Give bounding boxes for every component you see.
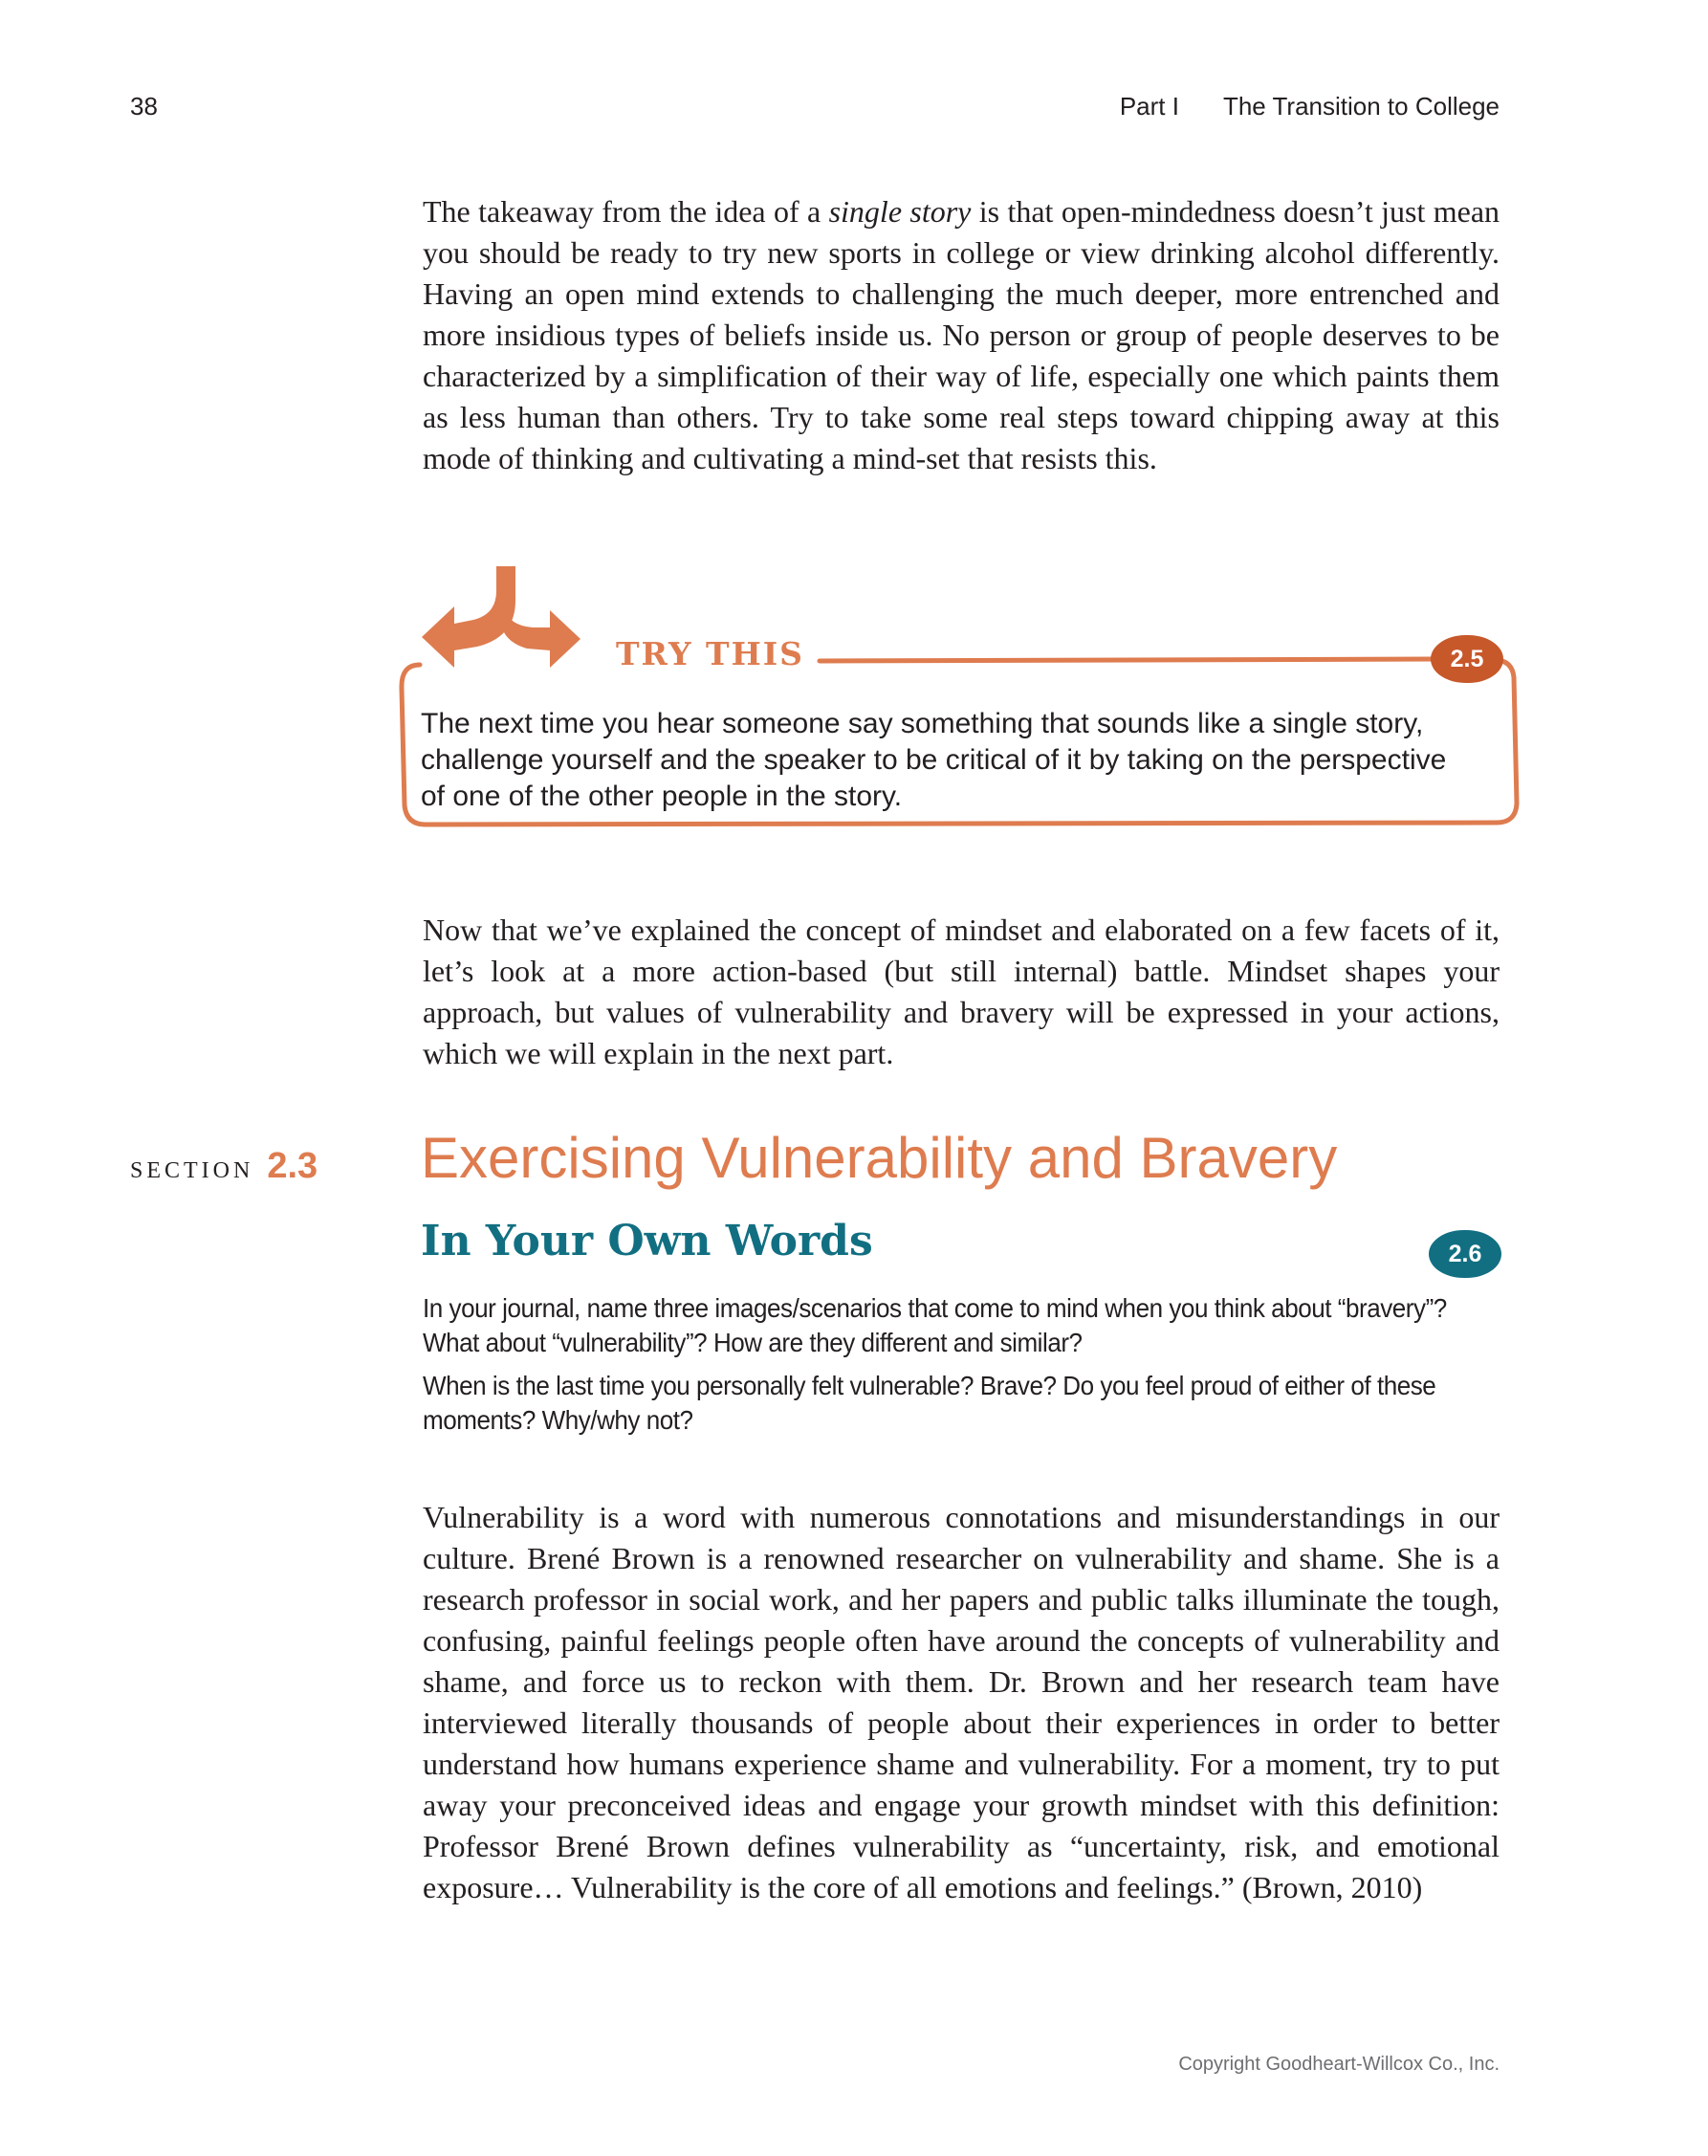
paragraph-vulnerability-text: Vulnerability is a word with numerous connotations and misunderstandings in our culture. Brené Brown is a renowned researcher on vulnerability and shame. She is a research professor in social work, and her papers and public talks illuminate the tough, confusing, painful feelings people often have around the concepts of vulnerability and shame, and force us to reckon with them. Dr. Brown and her research team have interviewed literally thousands of people about their experiences in order to better understand how humans experience shame and vulnerability. For a moment, try to put away your preconceived ideas and engage your growth mindset with this definition: Professor Brené Brown defines vulnerability as “uncertainty, risk, and emotional exposure… Vulnerability is the core of all emotions and feelings.” (Brown, 2010) xyxy=(423,1500,1500,1904)
section-title: Exercising Vulnerability and Bravery xyxy=(421,1126,1338,1190)
page-number: 38 xyxy=(130,92,158,121)
paragraph-single-story xyxy=(423,191,1500,479)
own-words-prompt-1: In your journal, name three images/scenarios that come to mind when you think about “bravery”? What about “vulnerability”? How are they different and similar? xyxy=(423,1293,1447,1357)
split-arrows-icon xyxy=(422,566,580,668)
running-header-title: The Transition to College xyxy=(1222,92,1500,121)
copyright-notice: Copyright Goodheart-Willcox Co., Inc. xyxy=(1178,2054,1500,2075)
section-label xyxy=(130,1146,318,1187)
paragraph-mindset-text: Now that we’ve explained the concept of mindset and elaborated on a few facets of it, let’s look at a more action-based (but still internal) battle. Mindset shapes your approach, but values of vulnerability and bravery will be expressed in your actions, which we will explain in the next part. xyxy=(423,913,1500,1070)
own-words-badge: 2.6 xyxy=(1429,1230,1501,1278)
paragraph-vulnerability xyxy=(423,1497,1500,1908)
paragraph-single-story-text xyxy=(423,191,1500,479)
try-this-rule xyxy=(820,659,1434,661)
p1-text-start: The takeaway from the idea of a xyxy=(423,194,829,229)
p1-emphasis: single story xyxy=(828,194,972,229)
p1-text-end: is that open-mindedness doesn’t just mean you should be ready to try new sports in college or view drinking alcohol differently. Having an open mind extends to challenging the much deeper, more entrenched and more insidious types of beliefs inside us. No person or group of people deserves to be characterized by a simplification of their way of life, especially one which paints them as less human than others. Try to take some real steps toward chipping away at this mode of thinking and cultivating a mind-set that resists this. xyxy=(423,194,1500,475)
own-words-prompt-2: When is the last time you personally felt vulnerable? Brave? Do you feel proud of either of these moments? Why/why not? xyxy=(423,1371,1436,1435)
section-number: 2.3 xyxy=(267,1146,318,1186)
section-label-text: SECTION xyxy=(130,1158,254,1183)
running-header-part: Part I xyxy=(1119,92,1179,121)
try-this-title: TRY THIS xyxy=(616,635,805,672)
own-words-title: In Your Own Words xyxy=(421,1217,873,1265)
running-header xyxy=(1120,92,1500,121)
try-this-badge: 2.5 xyxy=(1431,635,1503,683)
paragraph-mindset xyxy=(423,910,1500,1074)
try-this-body: The next time you hear someone say something that sounds like a single story, challenge yourself and the speaker to be critical of it by taking on the perspective of one of the other people in the story. xyxy=(421,708,1447,812)
